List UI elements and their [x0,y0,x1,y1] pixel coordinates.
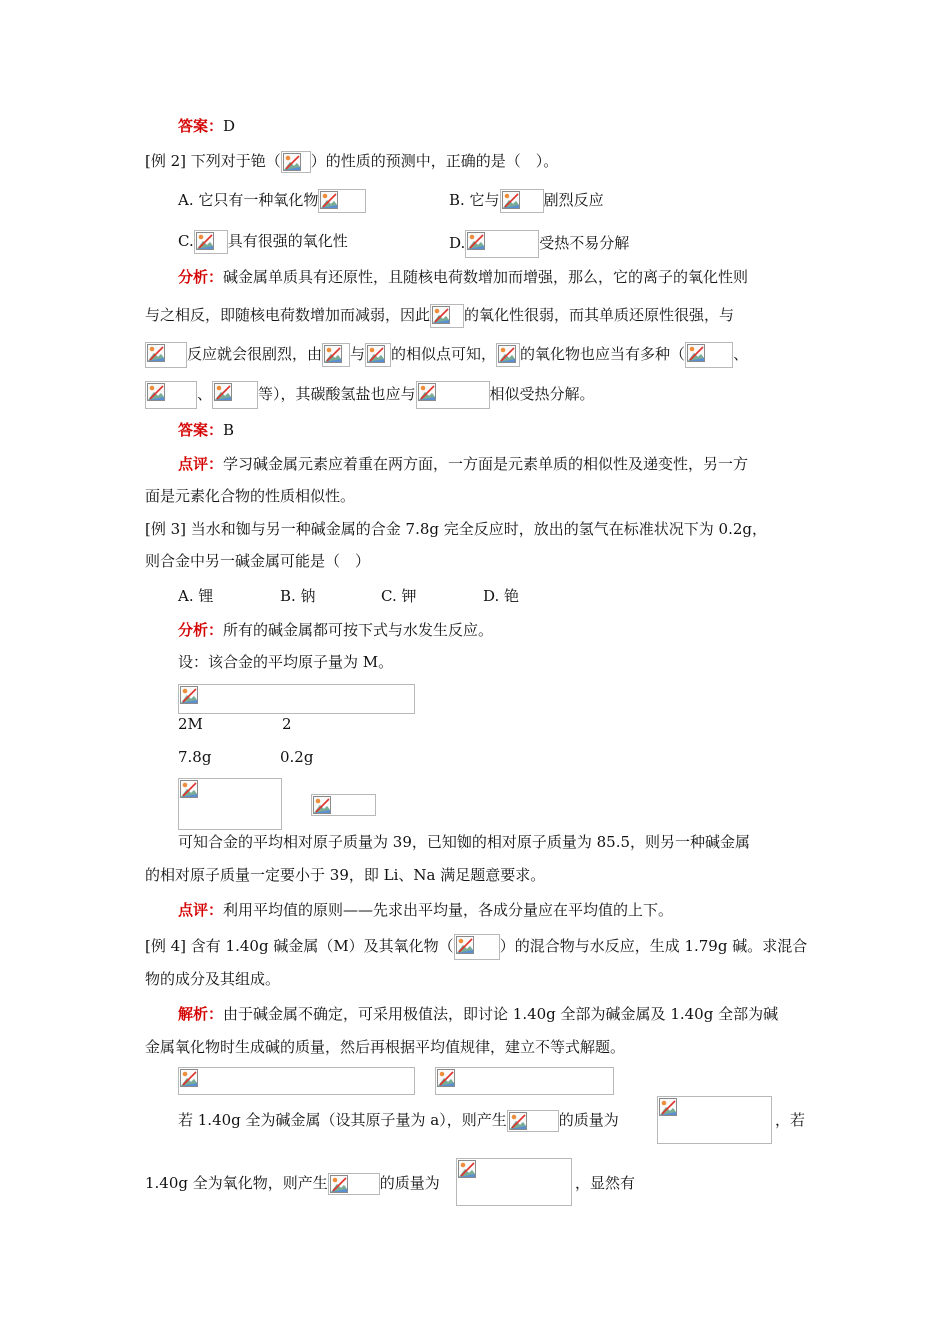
question-text: 物的成分及其组成。 [145,970,281,988]
solution-line [178,1004,778,1024]
paragraph-text: ，显然有 [575,1174,636,1192]
option-text: 剧烈反应 [543,191,604,209]
paragraph-text: 等），其碳酸氢盐也应与 [258,385,416,403]
paragraph-text: 利用平均值的原则——先求出平均量，各成分量应在平均值的上下。 [223,901,674,919]
equation-row-1b [282,714,292,734]
broken-image-icon [465,230,539,258]
option-text: C. 钾 [381,587,417,605]
question-text: 则合金中另一碱金属可能是（ ） [145,552,371,570]
paragraph-text: ，若 [775,1111,806,1129]
question-text: ）的混合物与水反应，生成 1.79g 碱。求混合 [499,937,808,955]
broken-image-icon [212,381,258,409]
answer-value: B [223,421,235,439]
broken-image-icon [657,1096,772,1144]
broken-image-icon [685,342,733,368]
option-b [449,189,604,213]
example-4-question [145,934,807,960]
option-text: 受热不易分解 [539,234,630,252]
answer-label: 答案： [178,117,224,135]
broken-image-icon [281,151,311,173]
paragraph-text: 由于碱金属不确定，可采用极值法，即讨论 1.40g 全部为碱金属及 1.40g 全部为碱 [223,1005,779,1023]
broken-image-icon [430,304,464,328]
broken-image-icon [178,1067,415,1095]
analysis-label: 分析： [178,621,224,639]
paragraph-text: 与 [350,345,366,363]
analysis-label: 分析： [178,268,224,286]
option-text: A. 锂 [178,587,214,605]
analysis-line [178,832,750,852]
broken-image-icon [456,1158,572,1206]
example-3-question [145,519,767,539]
option-c [381,586,416,606]
broken-image-icon [145,342,187,368]
analysis-line [145,381,595,409]
paragraph-text: 的相对原子质量一定要小于 39，即 Li、Na 满足题意要求。 [145,866,546,884]
question-text: [例 3] 当水和铷与另一种碱金属的合金 7.8g 完全反应时，放出的氢气在标准状况下为 0.2g， [145,520,768,538]
equation-value: 2M [178,715,203,733]
solution-line [575,1173,635,1193]
paragraph-text: 、 [733,345,749,363]
option-a [178,586,213,606]
answer-value: D [223,117,236,135]
paragraph-text: 设：该合金的平均原子量为 M。 [178,653,394,671]
answer-label: 答案： [178,421,224,439]
broken-image-icon [194,230,228,254]
paragraph-text: 的氧化性很弱，而其单质还原性很强，与 [464,306,735,324]
option-text: B. 钠 [280,587,316,605]
question-text: ）的性质的预测中，正确的是（ ）。 [310,152,559,170]
option-text: C. [178,232,194,250]
question-text: [例 2] 下列对于铯（ [145,152,281,170]
paragraph-text: 碱金属单质具有还原性，且随核电荷数增加而增强，那么，它的离子的氧化性则 [223,268,749,286]
option-text: D. 铯 [483,587,520,605]
option-text: 具有很强的氧化性 [227,232,348,250]
broken-image-icon [496,343,520,367]
paragraph-text: 、 [197,385,213,403]
paragraph-text: 学习碱金属元素应着重在两方面，一方面是元素单质的相似性及递变性，另一方 [223,455,749,473]
comment-line [178,900,673,920]
solution-label: 解析： [178,1005,224,1023]
paragraph-text: 的相似点可知， [391,345,497,363]
broken-image-icon [500,189,544,213]
broken-image-icon [416,381,490,409]
analysis-line [178,652,393,672]
option-b [280,586,316,606]
paragraph-text: 与之相反，即随核电荷数增加而减弱，因此 [145,306,431,324]
solution-line [145,1037,625,1057]
broken-image-icon [318,189,366,213]
broken-image-icon [322,343,350,367]
analysis-line [145,865,545,885]
option-a [178,189,366,213]
answer-line [178,116,235,136]
analysis-line [145,304,734,328]
paragraph-text: 1.40g 全为氧化物，则产生 [145,1174,328,1192]
equation-row-1a [178,714,203,734]
broken-image-icon [178,778,282,830]
paragraph-text: 面是元素化合物的性质相似性。 [145,487,356,505]
paragraph-text: 所有的碱金属都可按下式与水发生反应。 [223,621,494,639]
paragraph-text: 的氧化物也应当有多种（ [520,345,686,363]
equation-value: 2 [282,715,292,733]
comment-label: 点评： [178,901,224,919]
paragraph-text: 金属氧化物时生成碱的质量，然后再根据平均值规律，建立不等式解题。 [145,1038,626,1056]
option-c [178,230,348,254]
paragraph-text: 反应就会很剧烈，由 [187,345,323,363]
example-2-question [145,151,558,173]
comment-line [178,454,748,474]
comment-label: 点评： [178,455,224,473]
paragraph-text: 的质量为 [379,1174,440,1192]
option-d [483,586,519,606]
example-3-question [145,551,370,571]
option-text: B. 它与 [449,191,500,209]
comment-line [145,486,355,506]
broken-image-icon [365,343,391,367]
answer-line [178,420,234,440]
broken-image-icon [454,934,500,960]
equation-row-2b [280,747,313,767]
option-text: D. [449,234,466,252]
equation-row-2a [178,747,211,767]
equation-value: 7.8g [178,748,212,766]
option-text: A. 它只有一种氧化物 [178,191,319,209]
paragraph-text: 的质量为 [558,1111,619,1129]
paragraph-text: 可知合金的平均相对原子质量为 39，已知铷的相对原子质量为 85.5，则另一种碱金属 [178,833,751,851]
question-text: [例 4] 含有 1.40g 碱金属（M）及其氧化物（ [145,937,454,955]
example-4-question [145,969,280,989]
analysis-line [178,267,748,287]
broken-image-icon [145,381,197,409]
solution-line [145,1173,440,1195]
broken-image-icon [178,684,415,714]
analysis-line [178,620,493,640]
broken-image-icon [507,1110,559,1132]
paragraph-text: 若 1.40g 全为碱金属（设其原子量为 a），则产生 [178,1111,507,1129]
solution-line [178,1110,619,1132]
option-d [449,230,629,258]
analysis-line [145,342,748,368]
broken-image-icon [328,1173,380,1195]
paragraph-text: 相似受热分解。 [489,385,595,403]
solution-line [775,1110,805,1130]
equation-value: 0.2g [280,748,314,766]
broken-image-icon [435,1067,614,1095]
broken-image-icon [311,794,376,816]
